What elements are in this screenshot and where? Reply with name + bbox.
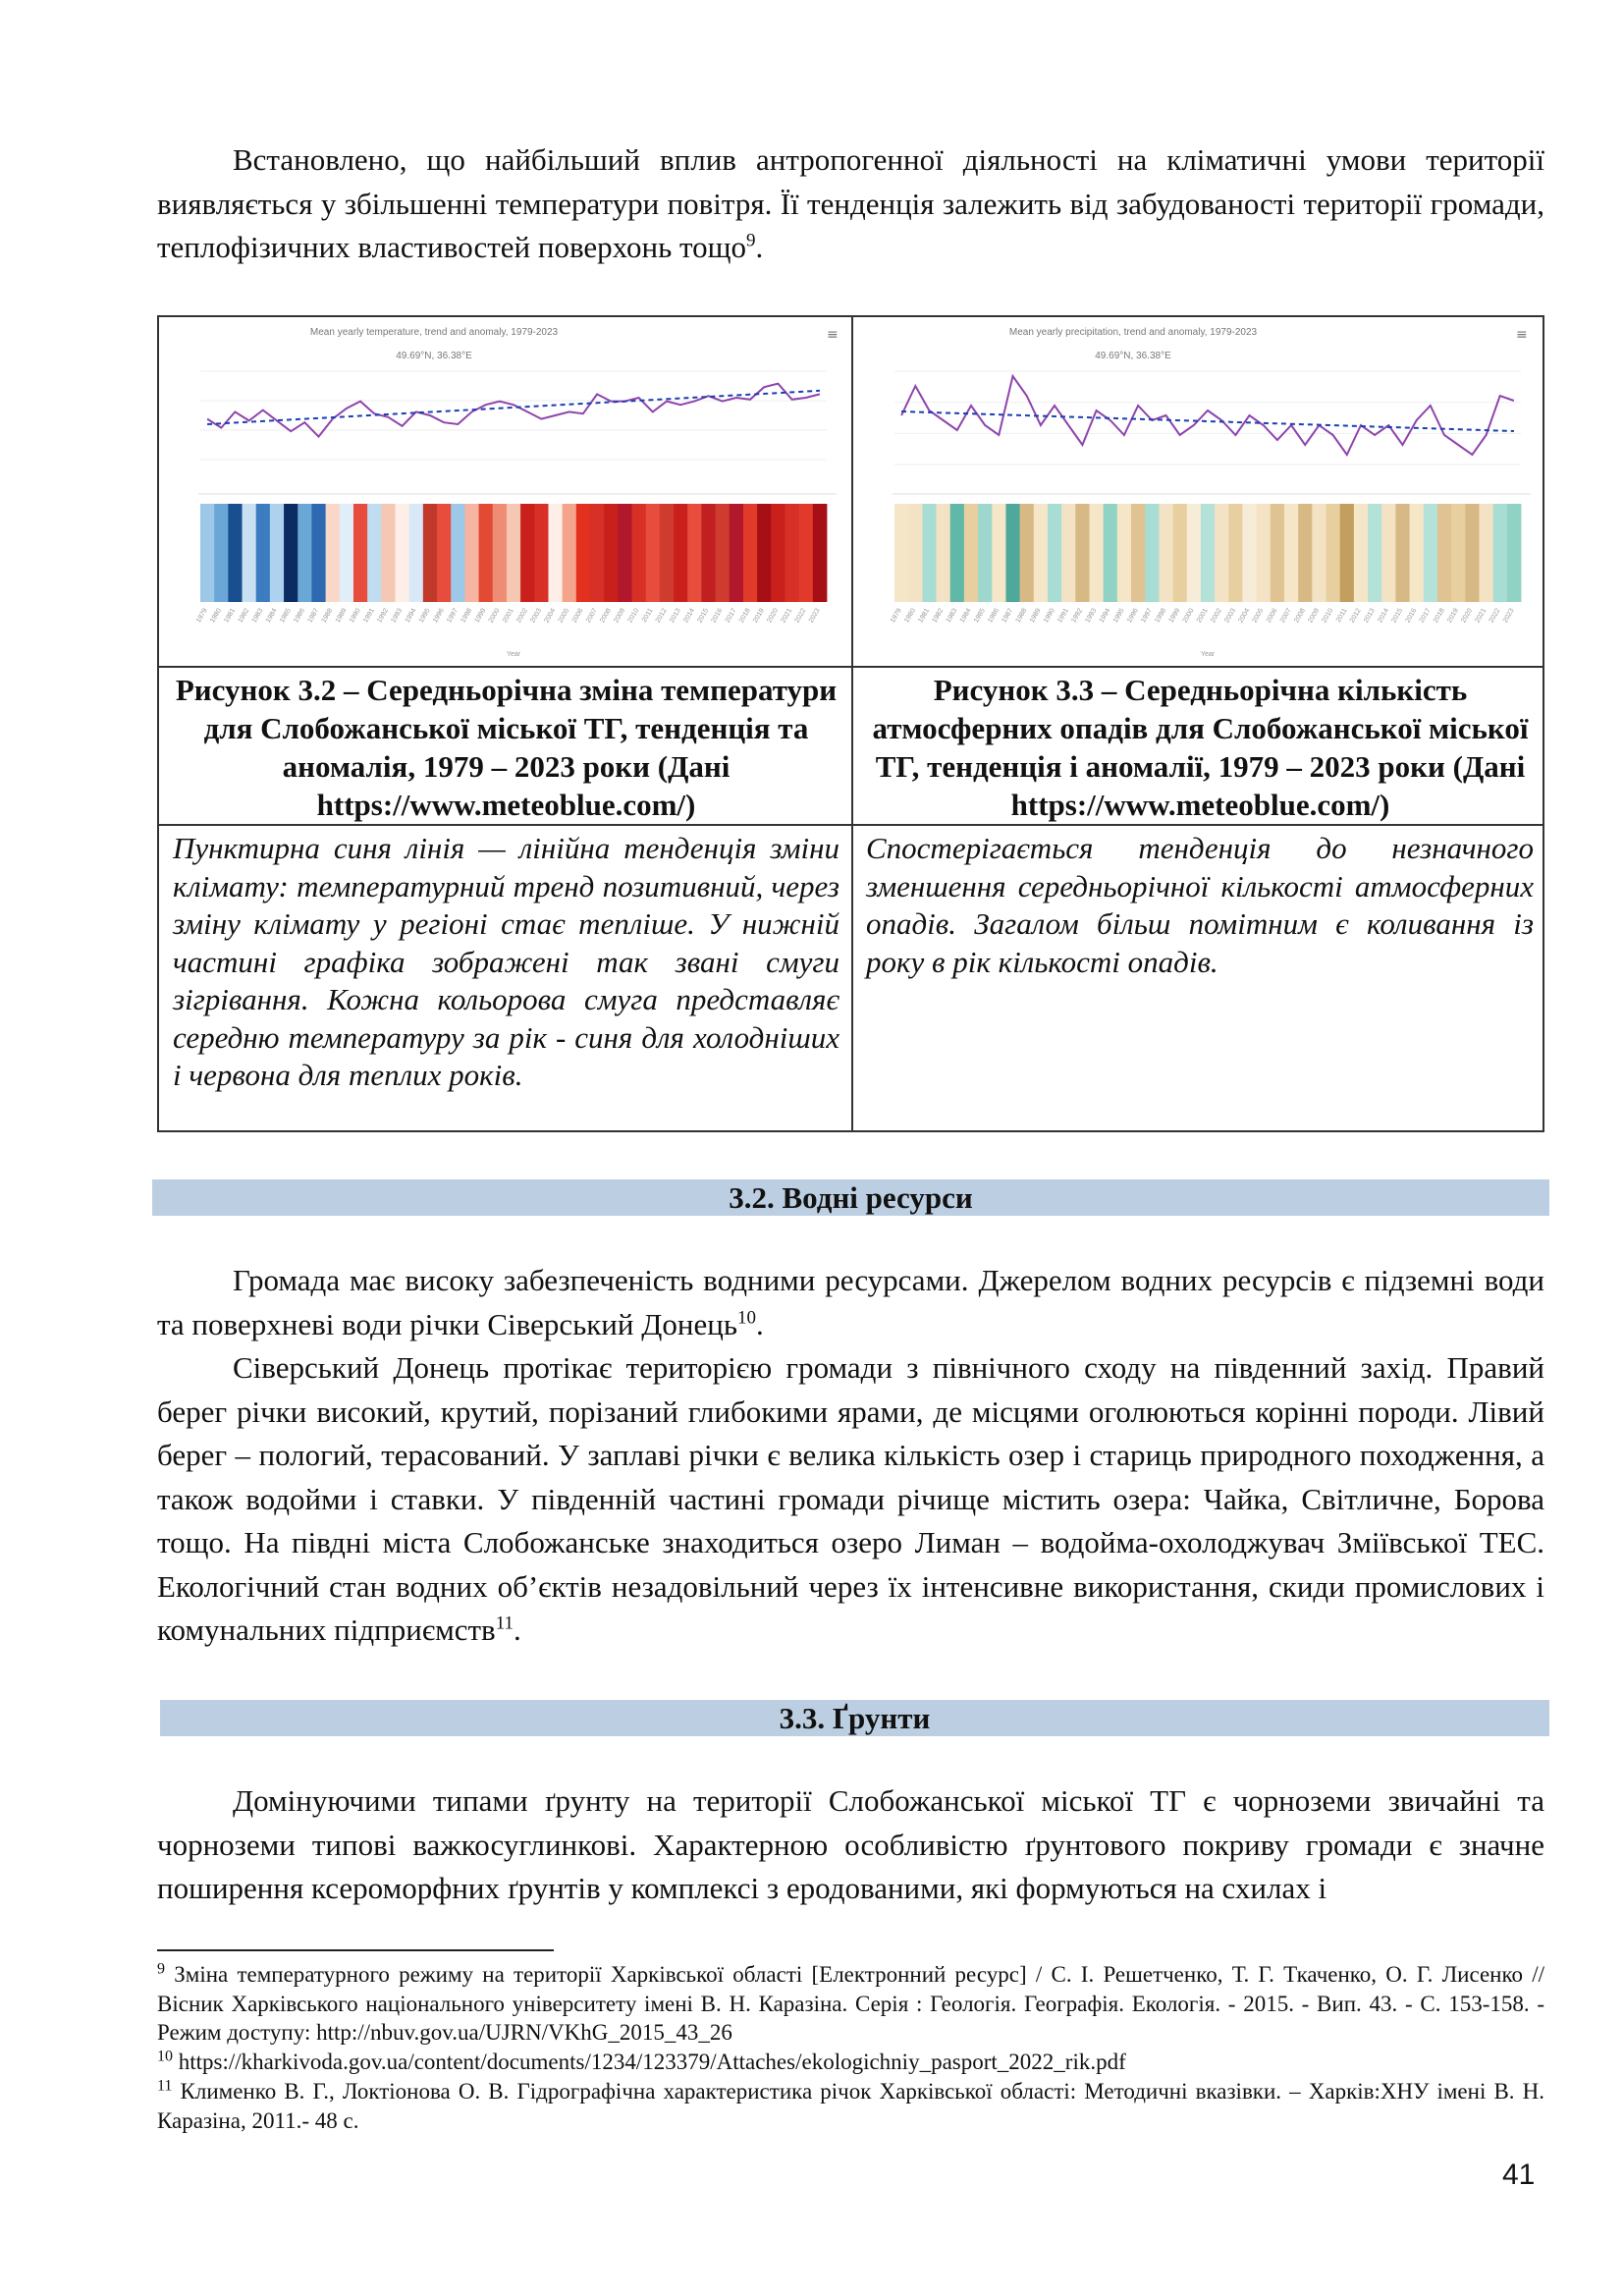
warming-stripe xyxy=(464,504,479,602)
footnote-number: 9 xyxy=(157,1960,165,1978)
warming-stripe xyxy=(1437,504,1452,602)
warming-stripe xyxy=(1089,504,1104,602)
x-tick-label: 2018 xyxy=(737,607,752,625)
warming-stripe xyxy=(1451,504,1466,602)
x-tick-label: 1981 xyxy=(223,607,238,625)
warming-stripe xyxy=(1424,504,1438,602)
x-tick-label: 1995 xyxy=(1111,607,1126,625)
x-tick-label: 2014 xyxy=(1377,607,1391,625)
x-tick-label: 1992 xyxy=(376,607,391,625)
warming-stripe xyxy=(632,504,647,602)
x-tick-label: 1979 xyxy=(889,607,903,625)
warming-stripe xyxy=(1104,504,1118,602)
section-3-3-paragraph-1 xyxy=(157,1779,1544,1911)
warming-stripe xyxy=(1465,504,1480,602)
x-tick-label: 2013 xyxy=(669,607,682,625)
warming-stripe xyxy=(1228,504,1243,602)
x-tick-label: 2006 xyxy=(570,607,585,625)
footnote-ref-11[interactable]: 11 xyxy=(495,1613,514,1634)
footnote-separator xyxy=(157,1949,554,1951)
x-tick-label: 1986 xyxy=(987,607,1001,625)
intro-end: . xyxy=(755,230,764,264)
warming-stripe xyxy=(243,504,257,602)
x-tick-label: 1984 xyxy=(958,607,973,625)
figure-3-3-caption: Рисунок 3.3 – Середньорічна кількість атмосферних опадів для Слобожанської міської ТГ, тенденція і аномалії, 1979 – 2023 роки (Дані https://www.meteoblue.com/) xyxy=(872,673,1529,822)
warming-stripe xyxy=(1312,504,1326,602)
x-tick-label: 2018 xyxy=(1432,607,1446,625)
warming-stripe xyxy=(1034,504,1049,602)
warming-stripe xyxy=(520,504,535,602)
intro-paragraph xyxy=(157,138,1544,270)
paragraph-text: Сіверський Донець протікає територією громади з північного сходу на південний захід. Правий берег річки високий, крутий, порізаний глибокими ярами, де місцями оголюються корінні породи. Лівий берег – пологий, терасований. У заплаві річки є велика кількість озер і стариць природного походження, а також водойми і ставки. У південній частині громади річище містить озера: Чайка, Світличне, Борова тощо. На півдні міста Слобожанське знаходиться озеро Лиман – водойма-охолоджувач Зміївської ТЕС. Екологічний стан водних об’єктів незадовільний через їх інтенсивне використання, скиди промислових і комунальних підприємств xyxy=(157,1350,1544,1647)
warming-stripe xyxy=(1395,504,1410,602)
warming-stripe xyxy=(381,504,396,602)
warming-stripe xyxy=(1257,504,1272,602)
x-tick-label: 1995 xyxy=(417,607,432,625)
footnote-text: Клименко В. Г., Локтіонова О. В. Гідрографічна характеристика річок Харківської області: Методичні вказівки. – Харків:ХНУ імені В. Н. Каразіна, 2011.- 48 с. xyxy=(157,2079,1544,2133)
figure-3-3-description: Спостерігається тенденція до незначного зменшення середньорічної кількості атмосферних опадів. Загалом більш помітним є коливання із року в рік кількості опадів. xyxy=(866,831,1534,979)
x-tick-label: 1991 xyxy=(362,607,376,625)
warming-stripe xyxy=(785,504,799,602)
x-tick-label: 2004 xyxy=(543,607,558,625)
x-tick-label: 2023 xyxy=(1501,607,1516,625)
x-tick-label: 2021 xyxy=(780,607,794,625)
chart-title: Mean yearly temperature, trend and anomaly, 1979-2023 xyxy=(309,327,559,338)
x-tick-label: 1996 xyxy=(1125,607,1140,625)
temperature-chart xyxy=(159,317,851,666)
x-tick-label: 2004 xyxy=(1237,607,1252,625)
figure-3-3-chart-cell xyxy=(853,317,1544,666)
section-3-2-heading: 3.2. Водні ресурси xyxy=(152,1179,1549,1216)
warming-stripe xyxy=(340,504,354,602)
x-tick-label: 2000 xyxy=(487,607,502,625)
warming-stripe xyxy=(451,504,465,602)
figure-table xyxy=(157,315,1544,1132)
warming-stripe xyxy=(674,504,688,602)
warming-stripe xyxy=(298,504,312,602)
warming-stripe xyxy=(507,504,521,602)
x-tick-label: 2011 xyxy=(1334,607,1349,625)
x-tick-label: 2019 xyxy=(752,607,766,625)
x-tick-label: 2009 xyxy=(613,607,627,625)
warming-stripe xyxy=(590,504,605,602)
warming-stripe xyxy=(326,504,341,602)
x-tick-label: 2002 xyxy=(515,607,529,625)
warming-stripe xyxy=(228,504,243,602)
warming-stripe xyxy=(894,504,909,602)
warming-stripe xyxy=(1117,504,1132,602)
x-tick-label: 2009 xyxy=(1307,607,1322,625)
page-number: 41 xyxy=(1502,2159,1536,2191)
warming-stripe xyxy=(978,504,993,602)
x-tick-label: 1987 xyxy=(306,607,321,625)
x-tick-label: 2016 xyxy=(710,607,725,625)
x-tick-label: 1998 xyxy=(1154,607,1168,625)
x-tick-label: 1987 xyxy=(1001,607,1015,625)
x-tick-label: 2022 xyxy=(1488,607,1502,625)
warming-stripe xyxy=(1145,504,1160,602)
x-tick-label: 2002 xyxy=(1210,607,1223,625)
chart-menu-icon[interactable]: ≡ xyxy=(827,327,839,343)
intro-text: Встановлено, що найбільший вплив антропогенної діяльності на кліматичні умови території виявляється у збільшенні температури повітря. Її тенденція залежить від забудованості території громади, теплофізичних властивостей поверхонь тощо xyxy=(157,142,1544,264)
warming-stripe xyxy=(937,504,951,602)
x-tick-label: 2007 xyxy=(584,607,599,625)
warming-stripe xyxy=(563,504,577,602)
x-tick-label: 2016 xyxy=(1404,607,1419,625)
x-tick-label: 1979 xyxy=(194,607,209,625)
section-3-2-paragraph-2 xyxy=(157,1346,1544,1653)
footnote-link[interactable]: https://kharkivoda.gov.ua/content/documents/1234/123379/Attaches/ekologichniy_pasport_2022_rik.pdf xyxy=(178,2050,1126,2074)
warming-stripe xyxy=(1187,504,1202,602)
warming-stripe xyxy=(922,504,937,602)
warming-stripe xyxy=(423,504,438,602)
warming-stripe xyxy=(214,504,229,602)
warming-stripe xyxy=(1298,504,1313,602)
warming-stripe xyxy=(771,504,785,602)
x-tick-label: 2022 xyxy=(793,607,808,625)
section-3-3-heading: 3.3. Ґрунти xyxy=(160,1700,1549,1736)
x-tick-label: 2017 xyxy=(724,607,738,625)
figure-3-2-description: Пунктирна синя лінія — лінійна тенденція зміни клімату: температурний тренд позитивний, через зміну клімату у регіоні стає тепліше. У нижній частині графіка зображені так звані смуги зігрівання. Кожна кольорова смуга представляє середню температуру за рік - синя для холодніших і червона для теплих років. xyxy=(173,831,839,1092)
footnote-9 xyxy=(157,1960,1544,2048)
warming-stripe xyxy=(757,504,772,602)
warming-stripe xyxy=(1215,504,1229,602)
x-tick-label: 2015 xyxy=(696,607,711,625)
warming-stripe xyxy=(701,504,716,602)
x-tick-label: 1980 xyxy=(903,607,917,625)
temperature-series-line xyxy=(207,384,820,437)
footnote-ref-10[interactable]: 10 xyxy=(736,1307,756,1329)
x-tick-label: 1988 xyxy=(1014,607,1029,625)
warming-stripe xyxy=(284,504,298,602)
x-tick-label: 1985 xyxy=(279,607,293,625)
warming-stripe xyxy=(270,504,285,602)
x-tick-label: 1993 xyxy=(1084,607,1099,625)
paragraph-end: . xyxy=(755,1306,764,1341)
x-tick-label: 2003 xyxy=(529,607,544,625)
x-tick-label: 1980 xyxy=(209,607,223,625)
x-tick-label: 1991 xyxy=(1056,607,1070,625)
warming-stripe xyxy=(1005,504,1020,602)
x-tick-label: 2012 xyxy=(1348,607,1363,625)
x-tick-label: 2015 xyxy=(1390,607,1405,625)
warming-stripe xyxy=(493,504,508,602)
warming-stripe xyxy=(479,504,494,602)
x-tick-label: 1994 xyxy=(1098,607,1112,625)
warming-stripe xyxy=(687,504,702,602)
warming-stripe xyxy=(576,504,591,602)
warming-stripe xyxy=(1354,504,1369,602)
x-tick-label: 2008 xyxy=(599,607,613,625)
warming-stripe xyxy=(730,504,744,602)
x-tick-label: 2020 xyxy=(1460,607,1475,625)
x-tick-label: 1994 xyxy=(404,607,418,625)
footnote-number: 11 xyxy=(157,2077,173,2095)
table-divider-2 xyxy=(159,824,1543,826)
warming-stripe xyxy=(1340,504,1355,602)
x-tick-label: 1989 xyxy=(334,607,349,625)
x-tick-label: 1997 xyxy=(1140,607,1155,625)
figure-3-2-chart-cell xyxy=(159,317,851,666)
chart-coords: 49.69°N, 36.38°E xyxy=(1095,351,1171,361)
footnote-10 xyxy=(157,2048,1544,2077)
warming-stripe xyxy=(256,504,271,602)
x-tick-label: 2011 xyxy=(640,607,655,625)
warming-stripe xyxy=(1061,504,1076,602)
warming-stripe xyxy=(743,504,758,602)
warming-stripe xyxy=(353,504,368,602)
x-tick-label: 2000 xyxy=(1181,607,1196,625)
warming-stripe xyxy=(964,504,979,602)
x-tick-label: 1996 xyxy=(431,607,446,625)
x-tick-label: 2005 xyxy=(557,607,571,625)
warming-stripe xyxy=(1410,504,1425,602)
warming-stripe xyxy=(1242,504,1257,602)
x-tick-label: 2014 xyxy=(682,607,697,625)
x-tick-label: 1990 xyxy=(1042,607,1056,625)
x-tick-label: 2006 xyxy=(1265,607,1279,625)
x-tick-label: 1997 xyxy=(446,607,460,625)
warming-stripe xyxy=(813,504,828,602)
x-tick-label: 2021 xyxy=(1474,607,1489,625)
footnote-ref-9[interactable]: 9 xyxy=(746,230,756,251)
x-tick-label: 2001 xyxy=(1195,607,1210,625)
warming-stripe xyxy=(1159,504,1173,602)
warming-stripe xyxy=(1284,504,1299,602)
x-tick-label: 1989 xyxy=(1028,607,1043,625)
chart-menu-icon[interactable]: ≡ xyxy=(1516,327,1528,343)
warming-stripe xyxy=(660,504,675,602)
warming-stripe xyxy=(1173,504,1188,602)
x-tick-label: 1982 xyxy=(237,607,251,625)
x-tick-label: 1984 xyxy=(264,607,279,625)
warming-stripe xyxy=(1479,504,1493,602)
footnote-number: 10 xyxy=(157,2048,173,2065)
warming-stripe xyxy=(1048,504,1062,602)
x-axis-label: Year xyxy=(1200,651,1216,658)
paragraph-end: . xyxy=(514,1613,521,1647)
paragraph-text: Громада має високу забезпеченість водними ресурсами. Джерелом водних ресурсів є підземні води та поверхневі води річки Сіверський Донець xyxy=(157,1263,1544,1341)
warming-stripe xyxy=(1493,504,1508,602)
x-tick-label: 1981 xyxy=(917,607,932,625)
temperature-trend-line xyxy=(207,391,820,424)
warming-stripe xyxy=(799,504,814,602)
x-tick-label: 2020 xyxy=(766,607,781,625)
x-tick-label: 1992 xyxy=(1070,607,1085,625)
chart-title: Mean yearly precipitation, trend and anomaly, 1979-2023 xyxy=(1008,327,1258,338)
paragraph-text: Домінуючими типами ґрунту на території Слобожанської міської ТГ є чорноземи звичайні та чорноземи типові важкосуглинкові. Характерною особливістю ґрунтового покриву громади є значне поширення ксероморфних ґрунтів у комплексі з еродованими, які формуються на схилах і xyxy=(157,1783,1544,1905)
warming-stripe xyxy=(1381,504,1396,602)
x-tick-label: 2023 xyxy=(807,607,822,625)
x-tick-label: 2012 xyxy=(654,607,669,625)
warming-stripe xyxy=(200,504,215,602)
warming-stripe xyxy=(437,504,452,602)
x-tick-label: 1982 xyxy=(931,607,946,625)
warming-stripe xyxy=(908,504,923,602)
precipitation-chart xyxy=(853,317,1544,666)
x-tick-label: 2017 xyxy=(1418,607,1433,625)
x-tick-label: 1999 xyxy=(473,607,488,625)
warming-stripe xyxy=(409,504,424,602)
warming-stripe xyxy=(1271,504,1285,602)
section-3-2-paragraph-1 xyxy=(157,1259,1544,1346)
x-tick-label: 1983 xyxy=(250,607,265,625)
x-tick-label: 2019 xyxy=(1446,607,1460,625)
x-tick-label: 2005 xyxy=(1251,607,1266,625)
x-tick-label: 2003 xyxy=(1223,607,1238,625)
x-tick-label: 2013 xyxy=(1363,607,1377,625)
x-tick-label: 2007 xyxy=(1278,607,1293,625)
warming-stripe xyxy=(1368,504,1382,602)
warming-stripe xyxy=(646,504,661,602)
x-tick-label: 1993 xyxy=(390,607,405,625)
table-divider-1 xyxy=(159,666,1543,668)
warming-stripe xyxy=(311,504,326,602)
warming-stripe xyxy=(604,504,619,602)
warming-stripe xyxy=(992,504,1006,602)
warming-stripe xyxy=(395,504,409,602)
warming-stripe xyxy=(534,504,549,602)
warming-stripe xyxy=(618,504,632,602)
warming-stripe xyxy=(1201,504,1216,602)
x-tick-label: 1990 xyxy=(348,607,362,625)
x-tick-label: 2008 xyxy=(1293,607,1307,625)
warming-stripe xyxy=(716,504,731,602)
warming-stripe xyxy=(1075,504,1090,602)
x-tick-label: 2010 xyxy=(1321,607,1335,625)
warming-stripe xyxy=(1131,504,1146,602)
x-tick-label: 1998 xyxy=(460,607,474,625)
warming-stripe xyxy=(950,504,965,602)
warming-stripe xyxy=(1020,504,1035,602)
x-tick-label: 1988 xyxy=(320,607,335,625)
x-tick-label: 2001 xyxy=(501,607,515,625)
x-tick-label: 1983 xyxy=(945,607,959,625)
x-tick-label: 2010 xyxy=(626,607,641,625)
warming-stripe xyxy=(548,504,563,602)
x-tick-label: 1999 xyxy=(1167,607,1182,625)
warming-stripe xyxy=(1507,504,1522,602)
footnote-11 xyxy=(157,2077,1544,2135)
x-tick-label: 1986 xyxy=(293,607,307,625)
figure-3-2-caption: Рисунок 3.2 – Середньорічна зміна температури для Слобожанської міської ТГ, тенденція та аномалія, 1979 – 2023 роки (Дані https://www.meteoblue.com/) xyxy=(175,673,838,822)
chart-coords: 49.69°N, 36.38°E xyxy=(396,351,472,361)
warming-stripe xyxy=(367,504,382,602)
warming-stripe xyxy=(1326,504,1341,602)
x-axis-label: Year xyxy=(506,651,521,658)
footnote-text: Зміна температурного режиму на території Харківської області [Електронний ресурс] / С. І. Решетченко, Т. Г. Ткаченко, О. Г. Лисенко // Вісник Харківського національного університету імені В. Н. Каразіна. Серія : Геологія. Географія. Екологія. - 2015. - Вип. 43. - С. 153-158. - Режим доступу: http://nbuv.gov.ua/UJRN/VKhG_2015_43_26 xyxy=(157,1962,1545,2045)
x-tick-label: 1985 xyxy=(973,607,987,625)
